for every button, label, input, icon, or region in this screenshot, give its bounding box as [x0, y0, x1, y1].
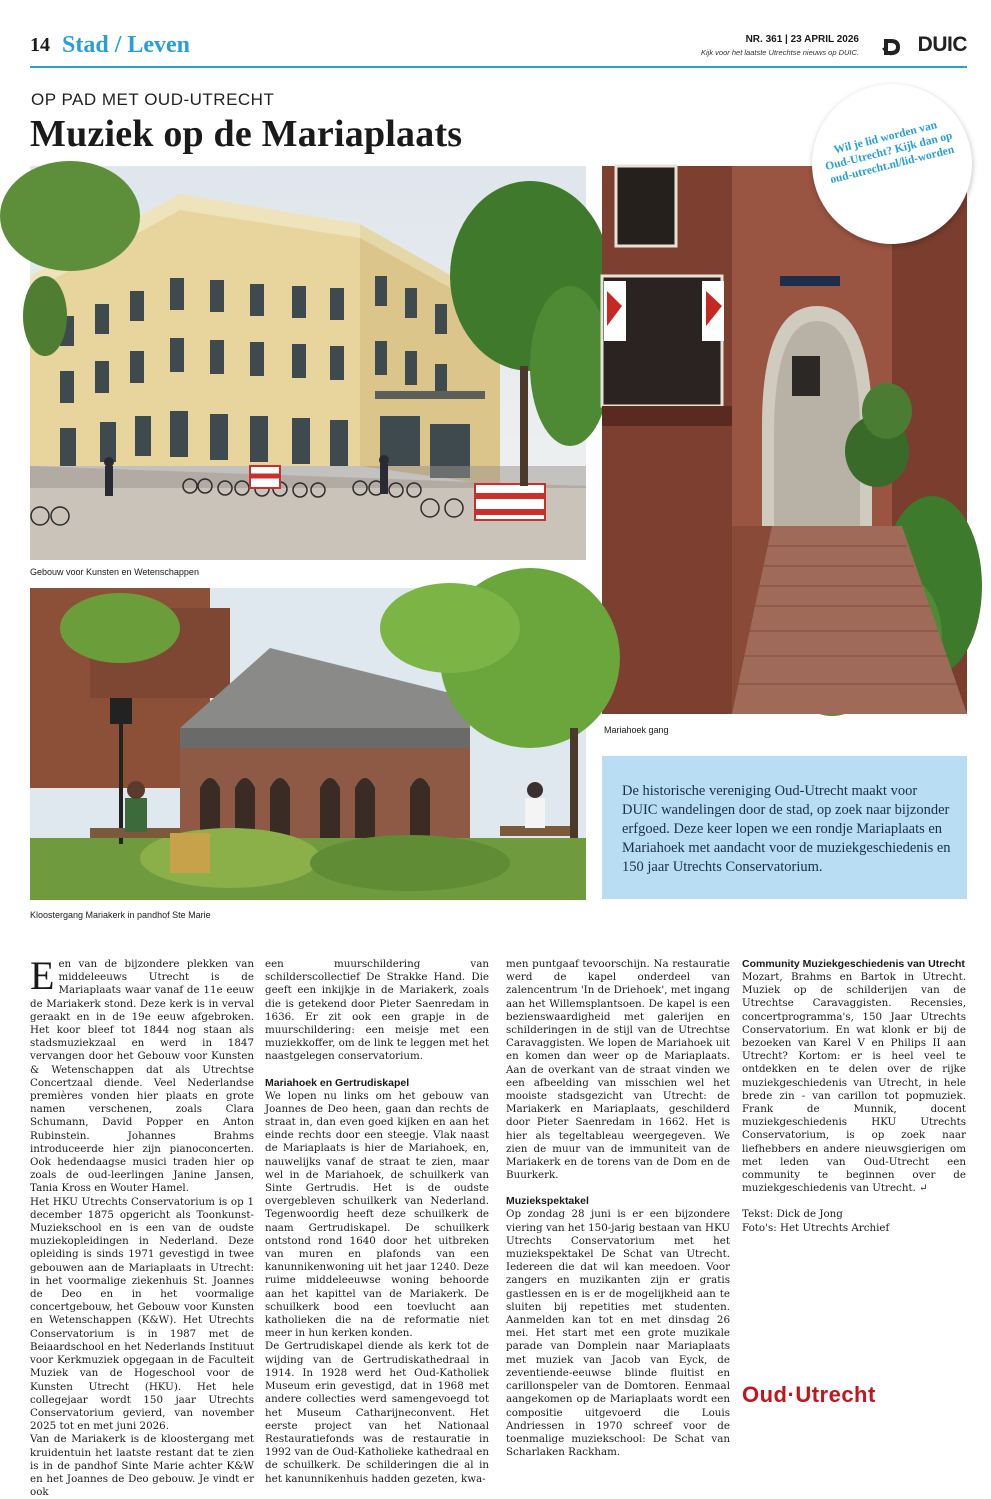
article-kicker: OP PAD MET OUD-UTRECHT	[31, 90, 275, 109]
duic-logo	[883, 34, 967, 58]
article-paragraph: Op zondag 28 juni is er een bijzondere viering van het 150-jarig bestaan van HKU Utrechts Conservatorium met het muziekspektakel De Schat van Utrecht. Iedereen die dat wil kan meedoen. Voor zangers en muzikanten zijn er gratis gastlessen en is er de mogelijkheid aan te sluiten bij repetities met studenten. Aanmelden kan tot en met dinsdag 26 mei. Het start met een grote muzikale parade van Domplein naar Mariaplaats met muziek van Jacob van Eyck, de zeventiende-eeuwse blinde fluitist en carillonspeler van de Domtoren. Eenmaal aangekomen op de Mariaplaats wordt een compositie uitgevoerd die Louis Andriessen in 1970 schreef voor de toenmalige muziekschool: De Schat van Scharlaken Rackham.	[506, 1208, 730, 1459]
intro-box	[602, 756, 967, 899]
oud-utrecht-logo: Oud·Utrecht	[742, 1382, 876, 1407]
credit-text: Tekst: Dick de Jong	[742, 1208, 843, 1221]
duic-logo-text: DUIC	[917, 33, 967, 56]
subheading: Community Muziekgeschiedenis van Utrecht	[742, 958, 965, 970]
subheading: Mariahoek en Gertrudiskapel	[265, 1076, 410, 1089]
duic-logo-icon	[883, 36, 905, 58]
drop-cap: E	[30, 953, 55, 998]
header-rule	[30, 66, 967, 68]
article-headline: Muziek op de Mariaplaats	[30, 113, 463, 155]
article-column-2	[265, 958, 489, 1486]
photo-kloostergang	[30, 588, 586, 900]
end-mark-icon: ↵	[915, 1182, 928, 1195]
article-paragraph	[30, 953, 254, 1196]
photo-building	[30, 166, 586, 560]
credits	[742, 1208, 966, 1234]
article-column-4	[742, 958, 966, 1235]
article-column-3	[506, 958, 730, 1459]
article-paragraph: Het HKU Utrechts Conservatorium is op 1 december 1875 opgericht als Toonkunst-Muziekschool en is een van de oudste muziekopleidingen in Nederland. Deze opleiding is sinds 1971 gevestigd in twee gebouwen aan de Mariaplaats in Utrecht: in het voormalige ziekenhuis St. Joannes de Deo en in het voormalige concertgebouw, het Gebouw voor Kunsten en Wetenschappen (K&W). Het Utrechts Conservatorium is in 1987 met de Beiaardschool en het Nederlands Instituut voor Kerkmuziek opgegaan in de Faculteit Muziek van de Hogeschool voor de Kunsten Utrecht (HKU). Het hele collegejaar wordt 150 jaar Utrechts Conservatorium gevierd, van november 2025 tot en met juni 2026.	[30, 1195, 254, 1433]
article-paragraph: We lopen nu links om het gebouw van Joannes de Deo heen, gaan dan rechts de straat in, dan even goed kijken en aan het einde rechts door een steegje. Vlak naast de Mariaplaats is hier de Mariahoek, en, nauwelijks vanaf de straat te zien, maar wel in de Mariahoek, de schuilkerk van Sinte Gertrudis. Het is de oudste overgebleven schuilkerk van Nederland. Tegenwoordig heeft deze schuilkerk de naam Gertrudiskapel. De schuilkerk ontstond rond 1640 door het uitbreken van muren en plafonds van een kanunnikenwoning uit het jaar 1240. Deze ruime middeleeuwse woning behoorde aan het kapittel van de Mariakerk. De schuilkerk bood een toevlucht aan katholieken die na de reformatie niet meer in hun kerken konden.	[265, 1089, 489, 1340]
article-column-1	[30, 953, 254, 1499]
article-paragraph	[742, 971, 966, 1195]
caption-mariahoek: Mariahoek gang	[604, 725, 669, 735]
paragraph-text: en van de bijzondere plekken van middeleeuws Utrecht is de Mariaplaats waar vanaf de 11e eeuw de Mariakerk stond. Deze kerk is in verval geraakt en in de 19e eeuw afgebroken. Het koor bleef tot 1844 nog staan als stadsmuziekzaal en werd in 1847 vervangen door het Gebouw voor Kunsten & Wetenschappen dat als Utrechtse Concertzaal diende. Veel Nederlandse premières vonden hier plaats en grote namen verschenen, zoals Clara Schumann, David Popper en Anton Rubinstein. Johannes Brahms introduceerde hier zijn pianoconcerten. Ook hedendaagse musici traden hier op zoals de oud-leerlingen Janine Jansen, Tania Kross en Wouter Hamel.	[30, 958, 254, 1195]
page-header	[30, 30, 967, 70]
membership-sticker-text: Wil je lid worden van Oud-Utrecht? Kijk dan op oud-utrecht.nl/lid-worden	[824, 119, 956, 187]
page-number: 14	[30, 34, 50, 56]
issue-tagline: Kijk voor het laatste Utrechtse nieuws op DUIC.	[701, 48, 859, 57]
intro-text: De historische vereniging Oud-Utrecht maakt voor DUIC wandelingen door de stad, op zoek naar bijzonder erfgoed. Deze keer lopen we een rondje Mariaplaats en Mariahoek met aandacht voor de muziekgeschiedenis en 150 jaar Utrechts Conservatorium.	[622, 783, 951, 875]
article-paragraph: Van de Mariakerk is de kloostergang met kruidentuin het laatste restant dat te zien is in de pandhof Sinte Marie achter K&W en het Joannes de Deo gebouw. Je vindt er ook	[30, 1433, 254, 1499]
article-paragraph: men puntgaaf tevoorschijn. Na restauratie werd de kapel onderdeel van zalencentrum 'In de Driehoek', met ingang aan het Willemsplantsoen. De kapel is een bezienswaardigheid met galerijen en schilderingen in de stijl van de Utrechtse Caravaggisten. We lopen de Mariahoek uit en komen dan weer op de Mariaplaats. Aan de overkant van de straat vinden we een afbeelding van misschien wel het mooiste stadsgezicht van Utrecht: de Mariakerk en Mariaplaats, geschilderd door Pieter Saenredam in 1662. Het is hier als tegeltableau weergegeven. We zien de muur van de immuniteit van de Mariakerk en de torens van de Dom en de Buurkerk.	[506, 958, 730, 1182]
article-paragraph: een muurschildering van schilderscollectief De Strakke Hand. Die geeft een inkijkje in de Mariakerk, zoals die is getekend door Pieter Saenredam in 1636. Er zit ook een grapje in de muurschildering: een meisje met een muziekkoffer, om de link te leggen met het naastgelegen conservatorium.	[265, 958, 489, 1063]
issue-info: NR. 361 | 23 APRIL 2026	[745, 34, 859, 45]
caption-building: Gebouw voor Kunsten en Wetenschappen	[30, 567, 199, 577]
paragraph-text: Mozart, Brahms en Bartok in Utrecht. Muziek op de schilderijen van de Utrechtse Caravaggisten. Recensies, concertprogramma's, 150 Jaar Utrechts Conservatorium. En wat klonk er bij de bezoeken van Karel V en Philips II aan Utrecht? Kortom: er is heel veel te ontdekken en te delen over de rijke muziekgeschiedenis van Utrecht, in hele brede zin - van carillon tot popmuziek. Frank de Munnik, docent muziekgeschiedenis HKU Utrechts Conservatorium, is op zoek naar liefhebbers en andere nieuwsgierigen om met leden van Oud-Utrecht een community te beginnen over de muziekgeschiedenis van Utrecht.	[742, 971, 966, 1195]
caption-kloostergang: Kloostergang Mariakerk in pandhof Ste Marie	[30, 910, 211, 920]
article-paragraph: De Gertrudiskapel diende als kerk tot de wijding van de Gertrudiskathedraal in 1914. In 1928 werd het Oud-Katholiek Museum erin gevestigd, dat in 1968 met andere collecties werd samengevoegd tot het Museum Catharijneconvent. Het eerste project van het Nationaal Restauratiefonds was de restauratie in 1992 van de Oud-Katholieke kathedraal en de schuilkerk. De schilderingen die al in het kanunnikenhuis hadden gezeten, kwa-	[265, 1340, 489, 1485]
section-title: Stad / Leven	[62, 32, 191, 58]
subheading: Muziekspektakel	[506, 1195, 589, 1208]
photo-mariahoek-gang	[602, 166, 967, 714]
credit-photo: Foto's: Het Utrechts Archief	[742, 1221, 890, 1234]
